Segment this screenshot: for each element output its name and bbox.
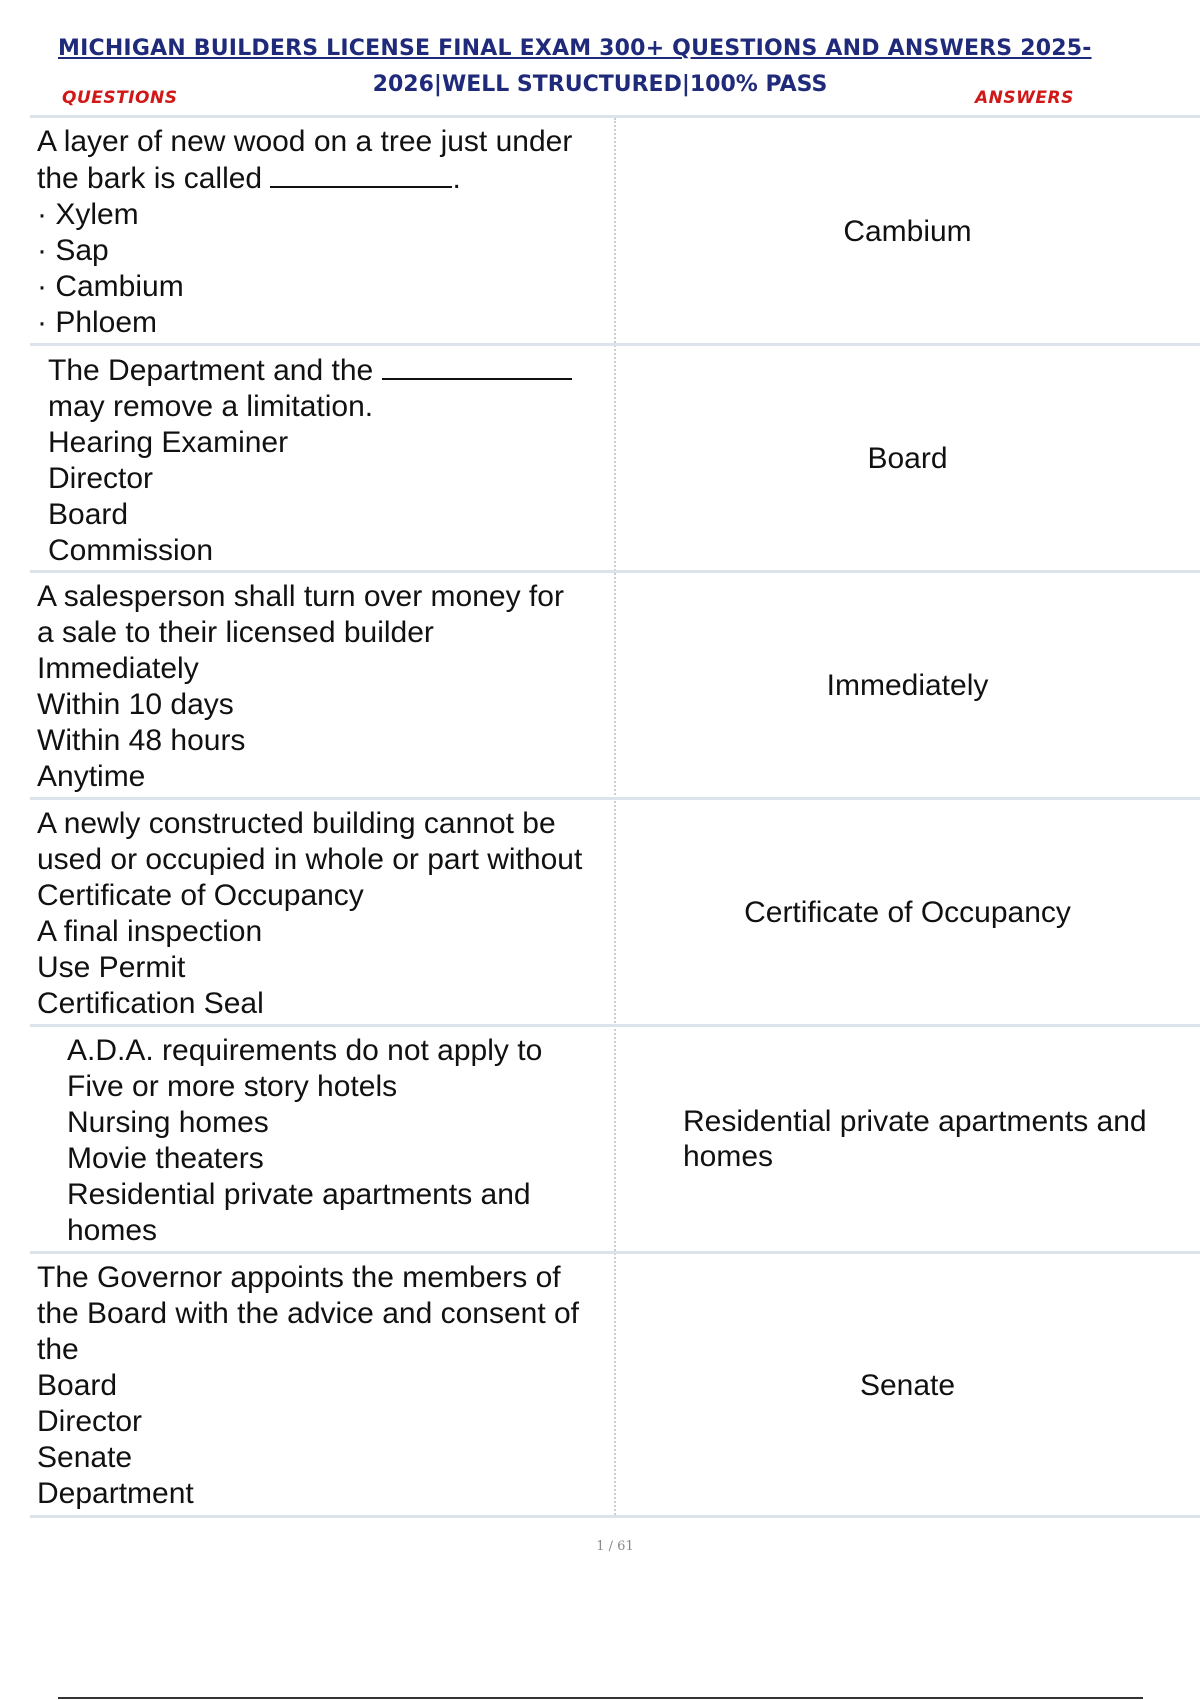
option: · Xylem — [37, 198, 139, 231]
option: Certificate of Occupancy — [37, 879, 364, 912]
answer: Senate — [859, 1368, 956, 1402]
option: Department — [37, 1477, 194, 1510]
option: Director — [37, 1405, 143, 1438]
question: A.D.A. requirements do not apply to Five or more story hotels Nursing homes Movie theaters Residential private apartments and homes — [67, 1033, 637, 1249]
answer: Certificate of Occupancy — [744, 896, 1071, 929]
option: Hearing Examiner — [48, 426, 289, 459]
qa-row — [30, 346, 1200, 570]
answer-blank — [382, 352, 572, 380]
option: · Sap — [37, 234, 109, 267]
document-header — [0, 0, 1200, 118]
question: A salesperson shall turn over money for a sale to their licensed builder Immediately Within 10 days Within 48 hours Anytime — [37, 579, 607, 795]
option: Certification Seal — [37, 987, 264, 1020]
answers-column-label: ANSWERS — [975, 88, 1074, 108]
questions-column-label: QUESTIONS — [62, 88, 178, 108]
qa-row — [30, 118, 1200, 344]
answer: Cambium — [843, 214, 972, 248]
question: The Department and the may remove a limitation. Hearing Examiner Director Board Commission — [48, 352, 618, 569]
qa-row — [30, 1254, 1200, 1516]
answer: Residential private apartments and homes — [683, 1105, 1147, 1173]
qa-row — [30, 1027, 1200, 1251]
option: Director — [48, 462, 154, 495]
option: Anytime — [37, 760, 146, 793]
option: Five or more story hotels — [67, 1070, 398, 1103]
option: Nursing homes — [67, 1106, 269, 1139]
option: Immediately — [37, 652, 199, 685]
option: Senate — [37, 1441, 133, 1474]
question: A newly constructed building cannot be used or occupied in whole or part without Certificate of Occupancy A final inspection Use Permit Certification Seal — [37, 806, 607, 1022]
answer-blank — [270, 160, 452, 188]
footer-rule — [58, 1697, 1143, 1699]
option: Board — [48, 498, 129, 531]
document-title-line2: 2026|WELL STRUCTURED|100% PASS — [372, 72, 828, 97]
option: Movie theaters — [67, 1142, 264, 1175]
option: Use Permit — [37, 951, 186, 984]
option: homes — [67, 1214, 158, 1247]
answer: Immediately — [826, 669, 989, 702]
option: · Phloem — [37, 306, 158, 339]
question: A layer of new wood on a tree just under the bark is called . · Xylem · Sap · Cambium · Phloem — [37, 124, 607, 341]
option: Board — [37, 1369, 118, 1402]
table-bottom-rule — [30, 1515, 1200, 1518]
answer: Board — [867, 441, 948, 475]
option: Commission — [48, 534, 214, 567]
option: A final inspection — [37, 915, 263, 948]
question: The Governor appoints the members of the Board with the advice and consent of the Board Director Senate Department — [37, 1260, 607, 1512]
qa-row — [30, 573, 1200, 798]
option: · Cambium — [37, 270, 184, 303]
page-number: 1 / 61 — [596, 1539, 634, 1554]
qa-row — [30, 800, 1200, 1025]
option: Residential private apartments and — [67, 1178, 531, 1211]
option: Within 48 hours — [37, 724, 246, 757]
option: Within 10 days — [37, 688, 234, 721]
document-title-line1: MICHIGAN BUILDERS LICENSE FINAL EXAM 300+ QUESTIONS AND ANSWERS 2025- — [58, 36, 1092, 61]
